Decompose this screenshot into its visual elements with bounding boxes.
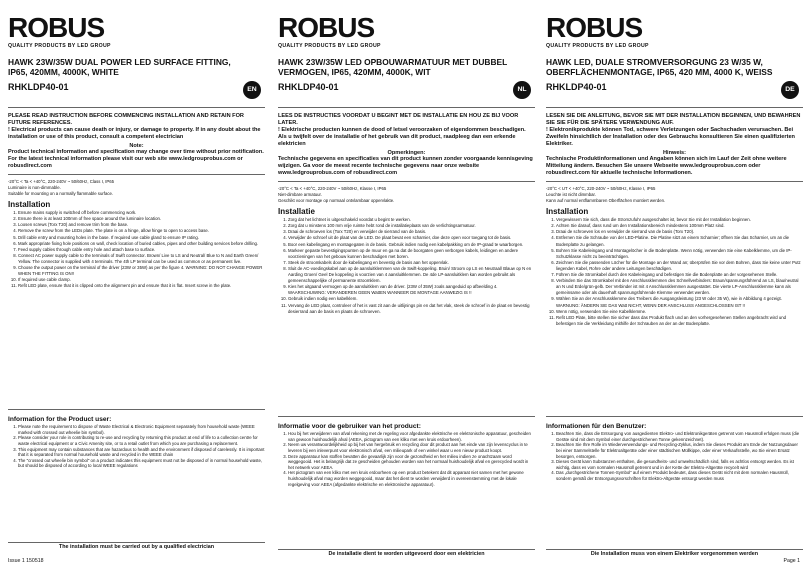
user-info-list [278, 431, 535, 487]
installation-step: 1. Zorg dat het lichtnet is uitgeschakeld voordat u begint te werken. [288, 217, 535, 223]
user-info-heading: Informationen für den Benutzer: [546, 423, 647, 431]
electrical-warning: ! Elektronikprodukte können Tod, schwere Verletzungen oder Sachschaden verursachen. Bei Zweifeln hinsichtlich der Installation oder des Gebrauchs konsultieren Sie einen qualifizierten Elektriker. [546, 127, 795, 148]
installation-step: 1. Vergewissern Sie sich, dass die Stromzufuhr ausgeschaltet ist, bevor Sie mit der Installation beginnen. [556, 217, 803, 223]
user-info-item: 1. Please note the requirement to dispose of Waste Electrical & Electronic Equipment separately from household waste (WEEE marked with crossed out wheelie bin symbol). [18, 424, 265, 435]
product-code: RHKLDP40-01 [278, 82, 339, 93]
product-code: RHKLDP40-01 [8, 82, 69, 93]
installation-step: 4. Verwijder de schroef uit de plaat van de LED. De plaat bevat een scharnier, doe deze open voor toegang tot de basis. [288, 235, 535, 241]
installation-heading: Installatie [278, 207, 315, 217]
divider [8, 107, 265, 108]
language-badge: EN [243, 81, 261, 99]
spec-line: Suitable for mounting on a normally flammable surface. [8, 191, 114, 197]
product-title: HAWK 23W/35W DUAL POWER LED SURFACE FITTING, IP65, 420MM, 4000K, WHITE [8, 57, 231, 77]
read-instructions-warning: PLEASE READ INSTRUCTION BEFORE COMMENCING INSTALLATION AND RETAIN FOR FUTURE REFERENCES. [8, 113, 244, 127]
user-info-item: 1. Beachten Sie, dass die Entsorgung von ausgedienten Elektro- und Elektronikgeräten getrennt vom Hausmüll erfolgen muss (die Geräte sind mit dem Symbol einer durchgestrichenen Tonne gekennzeichnet). [556, 431, 803, 442]
user-info-heading: Informatie voor de gebruiker van het product: [278, 423, 421, 431]
brand-logo: ROBUS [8, 12, 105, 43]
spec-line: Kann auf normal entflammbaren Oberflächen montiert werden. [546, 198, 666, 204]
product-title: HAWK LED, DUALE STROMVERSORGUNG 23 W/35 W, OBERFLÄCHENMONTAGE, IP65, 420 MM, 4000 K, WEISS [546, 57, 773, 77]
spec-list [278, 186, 535, 204]
user-info-item: 4. Het pictogram van een kliko met een kruis erdoorheen op een product betekent dat dit apparaat niet samen met het gewone huishoudelijk afval mag worden weggegooid, maar dat het dient te worden verwijderd in overeenstemming met de lokale regelgeving voor AEEA (afgedankte elektrische en elektronische apparatuur). [288, 470, 535, 487]
spec-line: -20°C < Ta < +40°C, 220-240V ~ 50/60Hz, Klasse I, IP65 [278, 186, 387, 192]
electrical-warning: ! Electrical products can cause death or injury, or damage to property. If in any doubt about the installation or use of this product, consult a competent electrician [8, 127, 261, 141]
note-heading: Hinweis: [662, 150, 686, 157]
spec-line: -20°C < UT < +40°C, 220-240V ~ 50/60Hz, Klasse I, IP65 [546, 186, 656, 192]
spec-list [8, 179, 265, 197]
installation-step: 4. Remove the screw from the LEDs plate. The plate is on a hinge, allow hinge to open to access base. [18, 228, 265, 234]
installation-step: 3. Loosen screws (Torx T20) and remove trim from the base. [18, 222, 265, 228]
divider [8, 174, 265, 175]
installation-step: 3. Draai de schroeven los en verwijder de sierrand van de basis (Torx T20). [556, 229, 803, 235]
user-info-list [8, 424, 265, 469]
language-badge: NL [513, 81, 531, 99]
language-badge: DE [781, 81, 799, 99]
installation-step: 9. Kies het uitgaand vermogen op de aansluitklem van de driver. (23W of 35W) zoals aangeduid op afbeelding 4. WAARSCHUWING: VERANDEREN GEEN WattEN WANNEER DE MONTAGE AANWEZIG IS !! [288, 284, 535, 296]
installation-step: 5. Boor een kabelingang en montagegaten in de basis. Gebruik indien nodig een kabelpakking om de IP-graad te waarborgen. [288, 242, 535, 248]
spec-line: Luminaire is non-dimmable. [8, 185, 61, 191]
installation-steps [8, 210, 265, 289]
user-info-item: 4. The "crossed out wheelie bin symbol" on a product indicates this equipment must not be disposed of in normal household waste, but should be disposed of according to local WEEE regulations [18, 458, 265, 469]
installation-steps [278, 217, 535, 315]
user-info-item: 1. Hou bij het verwijderen van afval rekening met de regeling voor afgedankte elektrische en elektronische apparatuur, gescheiden van gewoon huishoudelijk afval (AEEA, pictogram van een kliko met een kruis erdoorheen). [288, 431, 535, 442]
note-text: Technische Produktinformationen und Angaben können sich im Lauf der Zeit ohne weitere Mitteilung ändern. Besuchen Sie unsere Webseite www.ledgrouprobus.com oder robusdirect.com für aktuelle technische Informationen. [546, 156, 787, 177]
installation-step: 9. Choose the output power on the terminal of the driver (23W or 35W) as per the figure 4. WARNING: DO NOT CHANGE POWER WHEN THE FITTING IS ON!! [18, 265, 265, 277]
user-info-item: 3. Dieses Gerät kann Substanzen enthalten, die gesundheits- und umweltschädlich sind, falls es achtlos entsorgt werden. Es ist wichtig, dass es vom normalen Hausmüll getrennt und in der Kette der Elektro-Altgeräte recycelt wird [556, 459, 803, 470]
user-info-heading: Information for the Product user: [8, 416, 112, 424]
installation-step: 8. Verbinden Sie das Stromkabel mit den Anschlussklemmen des Schnellverbinders: Braun/spannungsführend an LS, blau/neutral an N und Erde/grün-gelb. Der Verbinder ist mit 4 Anschlussklemmen ausgestattet. Die vierte LP-Anschlussklemme kann als gemeinsame oder als dauerhaft spannungsführende Klemme verwendet werden. [556, 278, 803, 296]
note-heading: Opmerkingen: [387, 150, 426, 157]
installation-step: 6. Markeer gepaste bevestigingspunten op de muur en ga na dat de boorgaten geen verborgen kabels, leidingen en andere voorzieningen van het gebouw kunnen beschadigen met boren. [288, 248, 535, 260]
installation-step: 11. Vervang de LED plaat, controleer of het is vast zit aan de uitlijnings pin en dat het vlak, steek de schroef in de plaat en bevestig desierrand aan de basis en plaats de schroeven. [288, 303, 535, 315]
user-info-item: 4. Das „durchgestrichene Tonnen-Symbol“ auf einem Produkt bedeutet, dass dieses Gerät nicht mit dem normalen Hausmüll, sondern gemäß der Entsorgungsvorschriften für Elektro-Altgeräte entsorgt werden muss [556, 470, 803, 481]
user-info-item: 2. Beachten Sie Ihre Rolle im Wiederverwendungs- und Recycling-Zyklus, indem Sie dieses Produkt am Ende der Nutzungsdauer bei einer Sammelstelle für Elektroaltgeräte oder einer städtischen Müllkippe, oder einer Verkaufsstelle, wo Sie einen Ersatz besorgen, entsorgen. [556, 442, 803, 459]
note-text: Technische gegevens en specificaties van dit product kunnen zonder voorgaande kennisgeving wijzigen. Ga voor de meest recente technische gegevens naar onze website www.ledgrouprobus.com of robusdirect.com [278, 156, 533, 177]
spec-list [546, 186, 803, 204]
installation-heading: Installation [8, 200, 51, 210]
installation-step: 6. Mark appropriate fixing hole positions on wall, check location of buried cables, pipes and other building services before drilling. [18, 241, 265, 247]
brand-logo: ROBUS [278, 12, 375, 43]
installation-step: 7. Steek de stroomkabels door de kabelingang en bevestig de basis aan het oppervlak. [288, 260, 535, 266]
spec-line: Geschikt voor montage op normaal ontvlambaar oppervlakte. [278, 198, 395, 204]
brand-tagline: QUALITY PRODUCTS BY LED GROUP [546, 43, 649, 49]
installation-step: 2. Zorg dat u minstens 100 mm vrije ruimte hebt rond de installatieplaats van de verlichtingsarmatuur. [288, 223, 535, 229]
installation-step: 11. Refit LED Plate, bitte stellen Sie sicher dass das Produkt flach und an den vorhergesehenen Stellen angebracht wird und befestigen Sie die Verkleidung mithilfe der Schrauben an der an der Bodenplatte. [556, 315, 803, 327]
divider [546, 107, 803, 108]
user-info-item: 3. This equipment may contain substances that are hazardous to health and the environment if disposed of carelessly. It is important that it is separated from normal household waste and recycled in the WEEE chain [18, 447, 265, 458]
installation-step: 6. Zeichnen Sie die passenden Löcher für die Montage an der Wand an; überprüfen Sie vor dem Bohren, dass Sie keine unter Putz liegenden Kabel, Rohre oder andere Leitungen beschädigen. [556, 260, 803, 272]
column-nl [278, 6, 535, 559]
user-info-item: 2. Neem uw verantwoordelijkheid op bij het van hergebruik en recycling door dit product aan het einde van zijn levenscyclus in te leveren bij een inleverpunt voor elektronisch afval, een milieupark of een winkel waar u een nieuw product koopt. [288, 442, 535, 453]
spec-line: -20°C < Ta < +40°C, 220-240V ~ 50/60Hz, Class I, IP65 [8, 179, 115, 185]
user-info-item: 2. Please consider your role in contributing to re-use and recycling by returning this product at end of life to a collection centre for waste electrical equipment or a Civic Amenity site, or to a retail outlet from which you are purchasing a replacement. [18, 435, 265, 446]
installation-step: 7. Feed supply cables through cable entry hole and attach base to surface. [18, 247, 265, 253]
product-title: HAWK 23W/35W LED OPBOUWARMATUUR MET DUBBEL VERMOGEN, IP65, 420MM, 4000K, WIT [278, 57, 508, 77]
installation-step: 5. Drill cable entry and mounting holes in the base. If required use cable gland to ensure IP rating. [18, 235, 265, 241]
note-text: Product technical information and specification may change over time without prior notification. For the latest technical information please visit our web site www.ledgrouprobus.com or robusdirect.com [8, 149, 264, 170]
spec-line: Niet-dimbare armatuur. [278, 192, 322, 198]
installation-step: 9. Wählen Sie an der Anschlussklemme des Treibers die Ausgangsleistung (23 W oder 35 W), wie in Abbildung 4 gezeigt. WARNUNG: ÄNDERN SIE DAS Watt NICHT, WENN DER ANSCHLUSS ANGESCHLOSSEN IST !! [556, 296, 803, 308]
installation-step: 2. Ensure there is at least 100mm of free space around the luminaire location. [18, 216, 265, 222]
installation-heading: Installation [546, 207, 589, 217]
divider [278, 107, 535, 108]
installation-step: 10. If required use cable clamp. [18, 277, 265, 283]
installation-step: 4. Entfernen Sie die Schraube von der LED-Platine. Die Platine sitzt an einem Scharnier; öffnen Sie das Scharnier, um an die Bodenplatte zu gelangen. [556, 235, 803, 247]
installation-step: 10. Wenn nötig, verwenden Sie eine Kabelklemme. [556, 309, 803, 315]
spec-line: Leuchte ist nicht dimmbar. [546, 192, 596, 198]
brand-logo: ROBUS [546, 12, 643, 43]
brand-tagline: QUALITY PRODUCTS BY LED GROUP [278, 43, 381, 49]
divider [278, 181, 535, 182]
qualified-electrician-notice: De installatie dient te worden uitgevoerd door een elektricien [328, 551, 485, 558]
column-de [546, 6, 803, 559]
read-instructions-warning: LESEN SIE DIE ANLEITUNG, BEVOR SIE MIT DER INSTALLATION BEGINNEN, UND BEWAHREN SIE SIE FÜR DIE SPÄTERE VERWENDUNG AUF. [546, 113, 801, 127]
note-heading: Note: [129, 143, 144, 150]
installation-step: 8. Connect AC power supply cable to the terminals of Swift connector. Brown/ Live to LS and Neutral/ Blue to N and Earth Green/ Yellow. The connector is supplied with 4 terminals. The 4th LP terminal can be used as common or as permanent live. [18, 253, 265, 265]
electrical-warning: ! Elektrische producten kunnen de dood of letsel veroorzaken of eigendommen beschadigen. Als u twijfelt over de installatie of het gebruik van dit product, raadpleeg dan een erkende elektricien [278, 127, 526, 148]
installation-steps [546, 217, 803, 327]
read-instructions-warning: LEES DE INSTRUCTIES VOORDAT U BEGINT MET DE INSTALLATIE EN HOU ZE BIJ VOOR LATER. [278, 113, 519, 127]
user-info-item: 3. Deze apparatuur kan stoffen bevatten die gevaarlijk zijn voor de gezondheid en het milieu indien ze onachtzaam word weggegooid. Het is belangrijk dat ze gescheiden gehouden worden van het normaal huishoudelijk afval en gerecycled wordt in het netwerk voor AEEA. [288, 454, 535, 471]
installation-step: 3. Draai de schroeven los (Torx T20) en verwijder de sierrand van de basis. [288, 229, 535, 235]
brand-tagline: QUALITY PRODUCTS BY LED GROUP [8, 43, 111, 49]
installation-step: 7. Führen Sie die Stromkabel durch den Kabeleingang und befestigen Sie die Bodenplatte an der vorgesehenen Stelle. [556, 272, 803, 278]
installation-step: 11. Refit LED plate, ensure that it is clipped onto the alignment pin and ensure that it is flat. Insert screw in the plate. [18, 283, 265, 289]
divider [546, 181, 803, 182]
installation-step: 8. Sluit de AC-voedingskabel aan op de aansluitklemmen van de Swift-koppeling. Bruin/ Stroom op LS en Neutraal/ Blauw op N en Aarding Groen/ Geel De koppeling is voorzien van 4 aansluitklemmen. De 4de LP-aansluitklem kan worden gebruikt als gemeenschappelijke of permanente stroomklem. [288, 266, 535, 284]
product-code: RHKLDP40-01 [546, 82, 607, 93]
qualified-electrician-notice: The installation must be carried out by a qualified electrician [58, 544, 215, 551]
user-info-list [546, 431, 803, 481]
installation-step: 2. Achten Sie darauf, dass rund um den Installationsbereich mindestens 100mm Platz sind. [556, 223, 803, 229]
qualified-electrician-notice: Die Installation muss von einem Elektriker vorgenommen werden [590, 551, 759, 558]
installation-step: 5. Bohren Sie Kabeleingang und Montagelöcher in die Bodenplatte. Wenn nötig, verwenden Sie eine Kabelklemme, um die IP-Schutzklasse nicht zu beeinträchtigen. [556, 248, 803, 260]
issue-label: Issue 1 150518 [8, 558, 44, 564]
installation-step: 1. Ensure mains supply is switched off before commencing work. [18, 210, 265, 216]
page-number: Page 1 [783, 558, 800, 564]
column-en [8, 6, 265, 552]
installation-step: 10. Gebruik indien nodig een kabelklem. [288, 296, 535, 302]
